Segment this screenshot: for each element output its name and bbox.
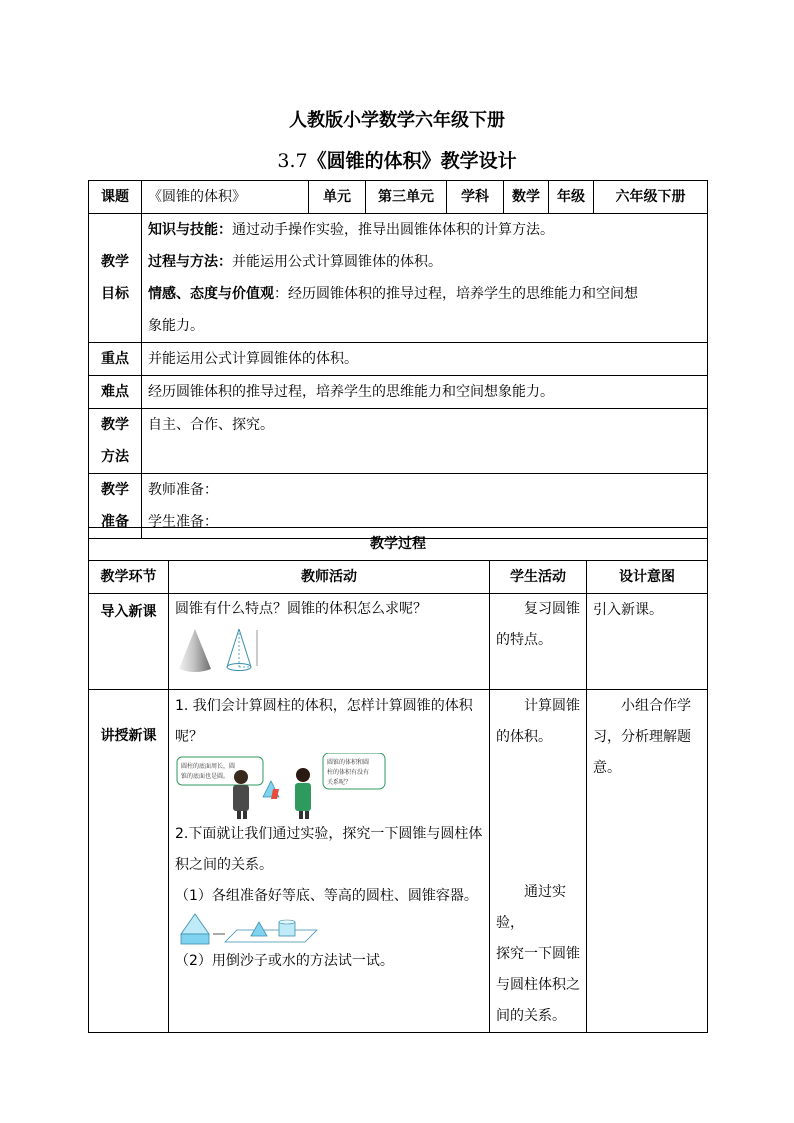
- info-row: [89, 181, 708, 214]
- lesson-info-table: [88, 180, 708, 539]
- goals-label: 教学 目标: [89, 214, 142, 343]
- topic-value: 《圆锥的体积》: [142, 181, 309, 214]
- subject-label: 学科: [447, 181, 504, 214]
- cone-illustration-icon: [175, 625, 265, 675]
- method-text: 自主、合作、探究。: [142, 409, 708, 474]
- header-intent: 设计意图: [587, 561, 708, 594]
- topic-label: 课题: [89, 181, 142, 214]
- subject-value: 数学: [504, 181, 549, 214]
- header-teacher: 教师活动: [169, 561, 490, 594]
- doc-title: 人教版小学数学六年级下册: [289, 110, 505, 131]
- doc-subtitle: [0, 146, 794, 173]
- lesson-name: 《圆锥的体积》教学设计: [307, 150, 517, 172]
- goals-row: [89, 214, 708, 343]
- svg-text:圆柱的底面周长，圆: 圆柱的底面周长，圆: [181, 763, 236, 770]
- prep-teacher: 教师准备：: [148, 482, 218, 498]
- teach-row: [89, 690, 708, 1033]
- process-header-row: [89, 561, 708, 594]
- grade-value: 六年级下册: [594, 181, 708, 214]
- svg-text:关系呢？: 关系呢？: [327, 779, 352, 786]
- teach-step-3: （1）各组准备好等底、等高的圆柱、圆锥容器。: [175, 888, 478, 904]
- svg-text:圆锥的体积和圆: 圆锥的体积和圆: [327, 759, 370, 766]
- intro-stage: 导入新课: [89, 594, 169, 690]
- teach-step-2-cont: 积之间的关系。: [175, 857, 273, 873]
- teach-stage: 讲授新课: [89, 690, 169, 1033]
- unit-value: 第三单元: [366, 181, 447, 214]
- intro-question: 圆锥有什么特点？圆锥的体积怎么求呢？: [175, 601, 427, 617]
- header-stage: 教学环节: [89, 561, 169, 594]
- goal-knowledge: 知识与技能：通过动手操作实验，推导出圆锥体体积的计算方法。: [148, 222, 554, 238]
- difficulty-text: 经历圆锥体积的推导过程，培养学生的思维能力和空间想象能力。: [142, 376, 708, 409]
- containers-illustration-icon: [175, 912, 325, 946]
- goals-content: [142, 214, 708, 343]
- method-row: [89, 409, 708, 474]
- teach-student: 计算圆锥 的体积。 通过实验， 探究一下圆锥 与圆柱体积之 间的关系。: [490, 690, 587, 1033]
- process-title-row: [89, 528, 708, 561]
- svg-text:锥的底面也是圆。: 锥的底面也是圆。: [181, 773, 230, 780]
- lesson-number: 3.7: [277, 150, 308, 172]
- method-label: 教学 方法: [89, 409, 142, 474]
- goal-process: 过程与方法：并能运用公式计算圆锥体的体积。: [148, 254, 442, 270]
- process-title: 教学过程: [89, 528, 708, 561]
- intro-teacher: [169, 594, 490, 690]
- difficulty-label: 难点: [89, 376, 142, 409]
- teach-step-4: （2）用倒沙子或水的方法试一试。: [175, 953, 394, 969]
- teach-step-2: 2.下面就让我们通过实验，探究一下圆锥与圆柱体: [175, 826, 483, 842]
- svg-text:柱的体积有没有: 柱的体积有没有: [327, 769, 370, 776]
- teach-step-1: 1. 我们会计算圆柱的体积，怎样计算圆锥的体积: [175, 698, 473, 714]
- key-row: [89, 343, 708, 376]
- teach-step-1-cont: 呢？: [175, 729, 203, 745]
- process-table: [88, 527, 708, 1033]
- prep-student: 学生准备：: [148, 514, 218, 530]
- teach-teacher: [169, 690, 490, 1033]
- key-label: 重点: [89, 343, 142, 376]
- intro-intent: 引入新课。: [587, 594, 708, 690]
- intro-row: [89, 594, 708, 690]
- prep-label: 教学 准备: [89, 474, 142, 539]
- unit-label: 单元: [309, 181, 366, 214]
- goal-emotion: 情感、态度与价值观：经历圆锥体积的推导过程，培养学生的思维能力和空间想: [148, 286, 638, 302]
- grade-label: 年级: [549, 181, 594, 214]
- intro-student: 复习圆锥 的特点。: [490, 594, 587, 690]
- difficulty-row: [89, 376, 708, 409]
- key-text: 并能运用公式计算圆锥体的体积。: [142, 343, 708, 376]
- teach-intent: 小组合作学 习，分析理解题 意。: [587, 690, 708, 1033]
- goal-emotion-cont: 象能力。: [148, 318, 204, 334]
- header-student: 学生活动: [490, 561, 587, 594]
- dialogue-illustration-icon: [175, 753, 475, 819]
